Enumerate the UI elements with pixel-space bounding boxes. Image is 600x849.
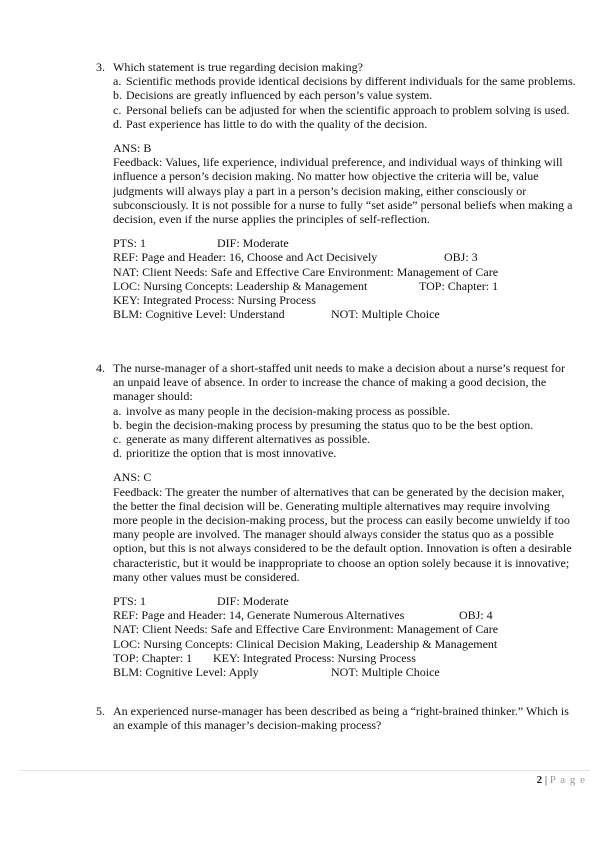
ref: REF: Page and Header: 14, Generate Numerous Alternatives <box>113 608 405 623</box>
blm: BLM: Cognitive Level: Apply <box>113 664 259 679</box>
option-letter: b. <box>113 417 122 432</box>
option-letter: b. <box>113 88 122 103</box>
option-letter: d. <box>113 116 122 131</box>
nat: NAT: Client Needs: Safe and Effective Care Environment: Management of Care <box>113 264 499 279</box>
option-c <box>96 103 576 117</box>
option-letter: c. <box>113 102 122 117</box>
option-a <box>96 404 576 418</box>
option-letter: a. <box>113 74 122 89</box>
option-d <box>96 117 576 131</box>
question-stem: An experienced nurse-manager has been described as being a “right-brained thinker.” Which is an example of this manager’s decision-making process? <box>113 704 569 733</box>
option-text: generate as many different alternatives as possible. <box>126 432 371 447</box>
pts: PTS: 1 <box>113 236 147 251</box>
obj: OBJ: 4 <box>459 608 493 623</box>
dif: DIF: Moderate <box>217 594 289 609</box>
option-text: Decisions are greatly influenced by each person’s value system. <box>126 88 433 103</box>
option-letter: a. <box>113 403 122 418</box>
question-stem: Which statement is true regarding decision making? <box>113 60 363 74</box>
loc: LOC: Nursing Concepts: Leadership & Management <box>113 278 368 293</box>
ref: REF: Page and Header: 16, Choose and Act Decisively <box>113 250 378 265</box>
feedback: Feedback: The greater the number of alternatives that can be generated by the decision maker, the better the final decision will be. Generating multiple alternatives may require involving more people in the decision-making process, but the process can easily become unwieldy if too many people are involved. The manager should always consider the status quo as a possible option, but this is not always considered to be the default option. Innovation is often a desirable characteristic, but it would be inappropriate to choose an option solely because it is innovative; many other values must be considered. <box>113 484 572 584</box>
key: KEY: Integrated Process: Nursing Process <box>213 650 416 665</box>
feedback: Feedback: Values, life experience, individual preference, and individual ways of thinking will influence a person’s decision making. No matter how objective the criteria will be, value judgments will always play a part in a person’s decision making, either consciously or subconsciously. It is not possible for a nurse to fully “set aside” personal beliefs when making a decision, even if the nurse applies the principles of self-reflection. <box>113 155 573 227</box>
page-label: P a g e <box>549 774 586 786</box>
nat: NAT: Client Needs: Safe and Effective Care Environment: Management of Care <box>113 622 499 637</box>
option-text: begin the decision-making process by presuming the status quo to be the best option. <box>126 417 534 432</box>
option-text: Scientific methods provide identical decisions by different individuals for the same problems. <box>126 74 576 89</box>
question-number: 3. <box>96 60 105 74</box>
top: TOP: Chapter: 1 <box>419 278 499 293</box>
answer: ANS: B <box>113 141 152 156</box>
question-stem: The nurse-manager of a short-staffed unit needs to make a decision about a nurse’s request for an unpaid leave of absence. In order to increase the chance of making a good decision, the manager should: <box>113 361 565 404</box>
option-text: Past experience has little to do with the quality of the decision. <box>126 116 428 131</box>
page-footer <box>537 774 586 786</box>
top: TOP: Chapter: 1 <box>113 650 193 665</box>
option-c <box>96 432 576 446</box>
pts: PTS: 1 <box>113 594 147 609</box>
question-5 <box>96 704 576 732</box>
option-text: Personal beliefs can be adjusted for when the scientific approach to problem solving is used. <box>126 102 570 117</box>
option-a <box>96 74 576 88</box>
option-text: prioritize the option that is most innovative. <box>126 446 337 461</box>
obj: OBJ: 3 <box>444 250 478 265</box>
question-number: 5. <box>96 704 105 718</box>
question-number: 4. <box>96 361 105 375</box>
page-number: 2 <box>536 774 543 786</box>
not: NOT: Multiple Choice <box>331 664 440 679</box>
not: NOT: Multiple Choice <box>331 307 440 322</box>
question-metadata <box>113 594 576 679</box>
option-b <box>96 88 576 102</box>
footer-divider <box>20 770 590 771</box>
option-d <box>96 446 576 460</box>
option-letter: d. <box>113 446 122 461</box>
loc: LOC: Nursing Concepts: Clinical Decision Making, Leadership & Management <box>113 636 498 651</box>
option-letter: c. <box>113 432 122 447</box>
blm: BLM: Cognitive Level: Understand <box>113 307 285 322</box>
page-separator: | <box>544 774 548 786</box>
dif: DIF: Moderate <box>217 236 289 251</box>
question-4 <box>96 361 576 679</box>
key: KEY: Integrated Process: Nursing Process <box>113 292 316 307</box>
answer: ANS: C <box>113 470 152 485</box>
option-text: involve as many people in the decision-making process as possible. <box>126 403 450 418</box>
question-3 <box>96 60 576 321</box>
question-metadata <box>113 236 576 321</box>
option-b <box>96 418 576 432</box>
